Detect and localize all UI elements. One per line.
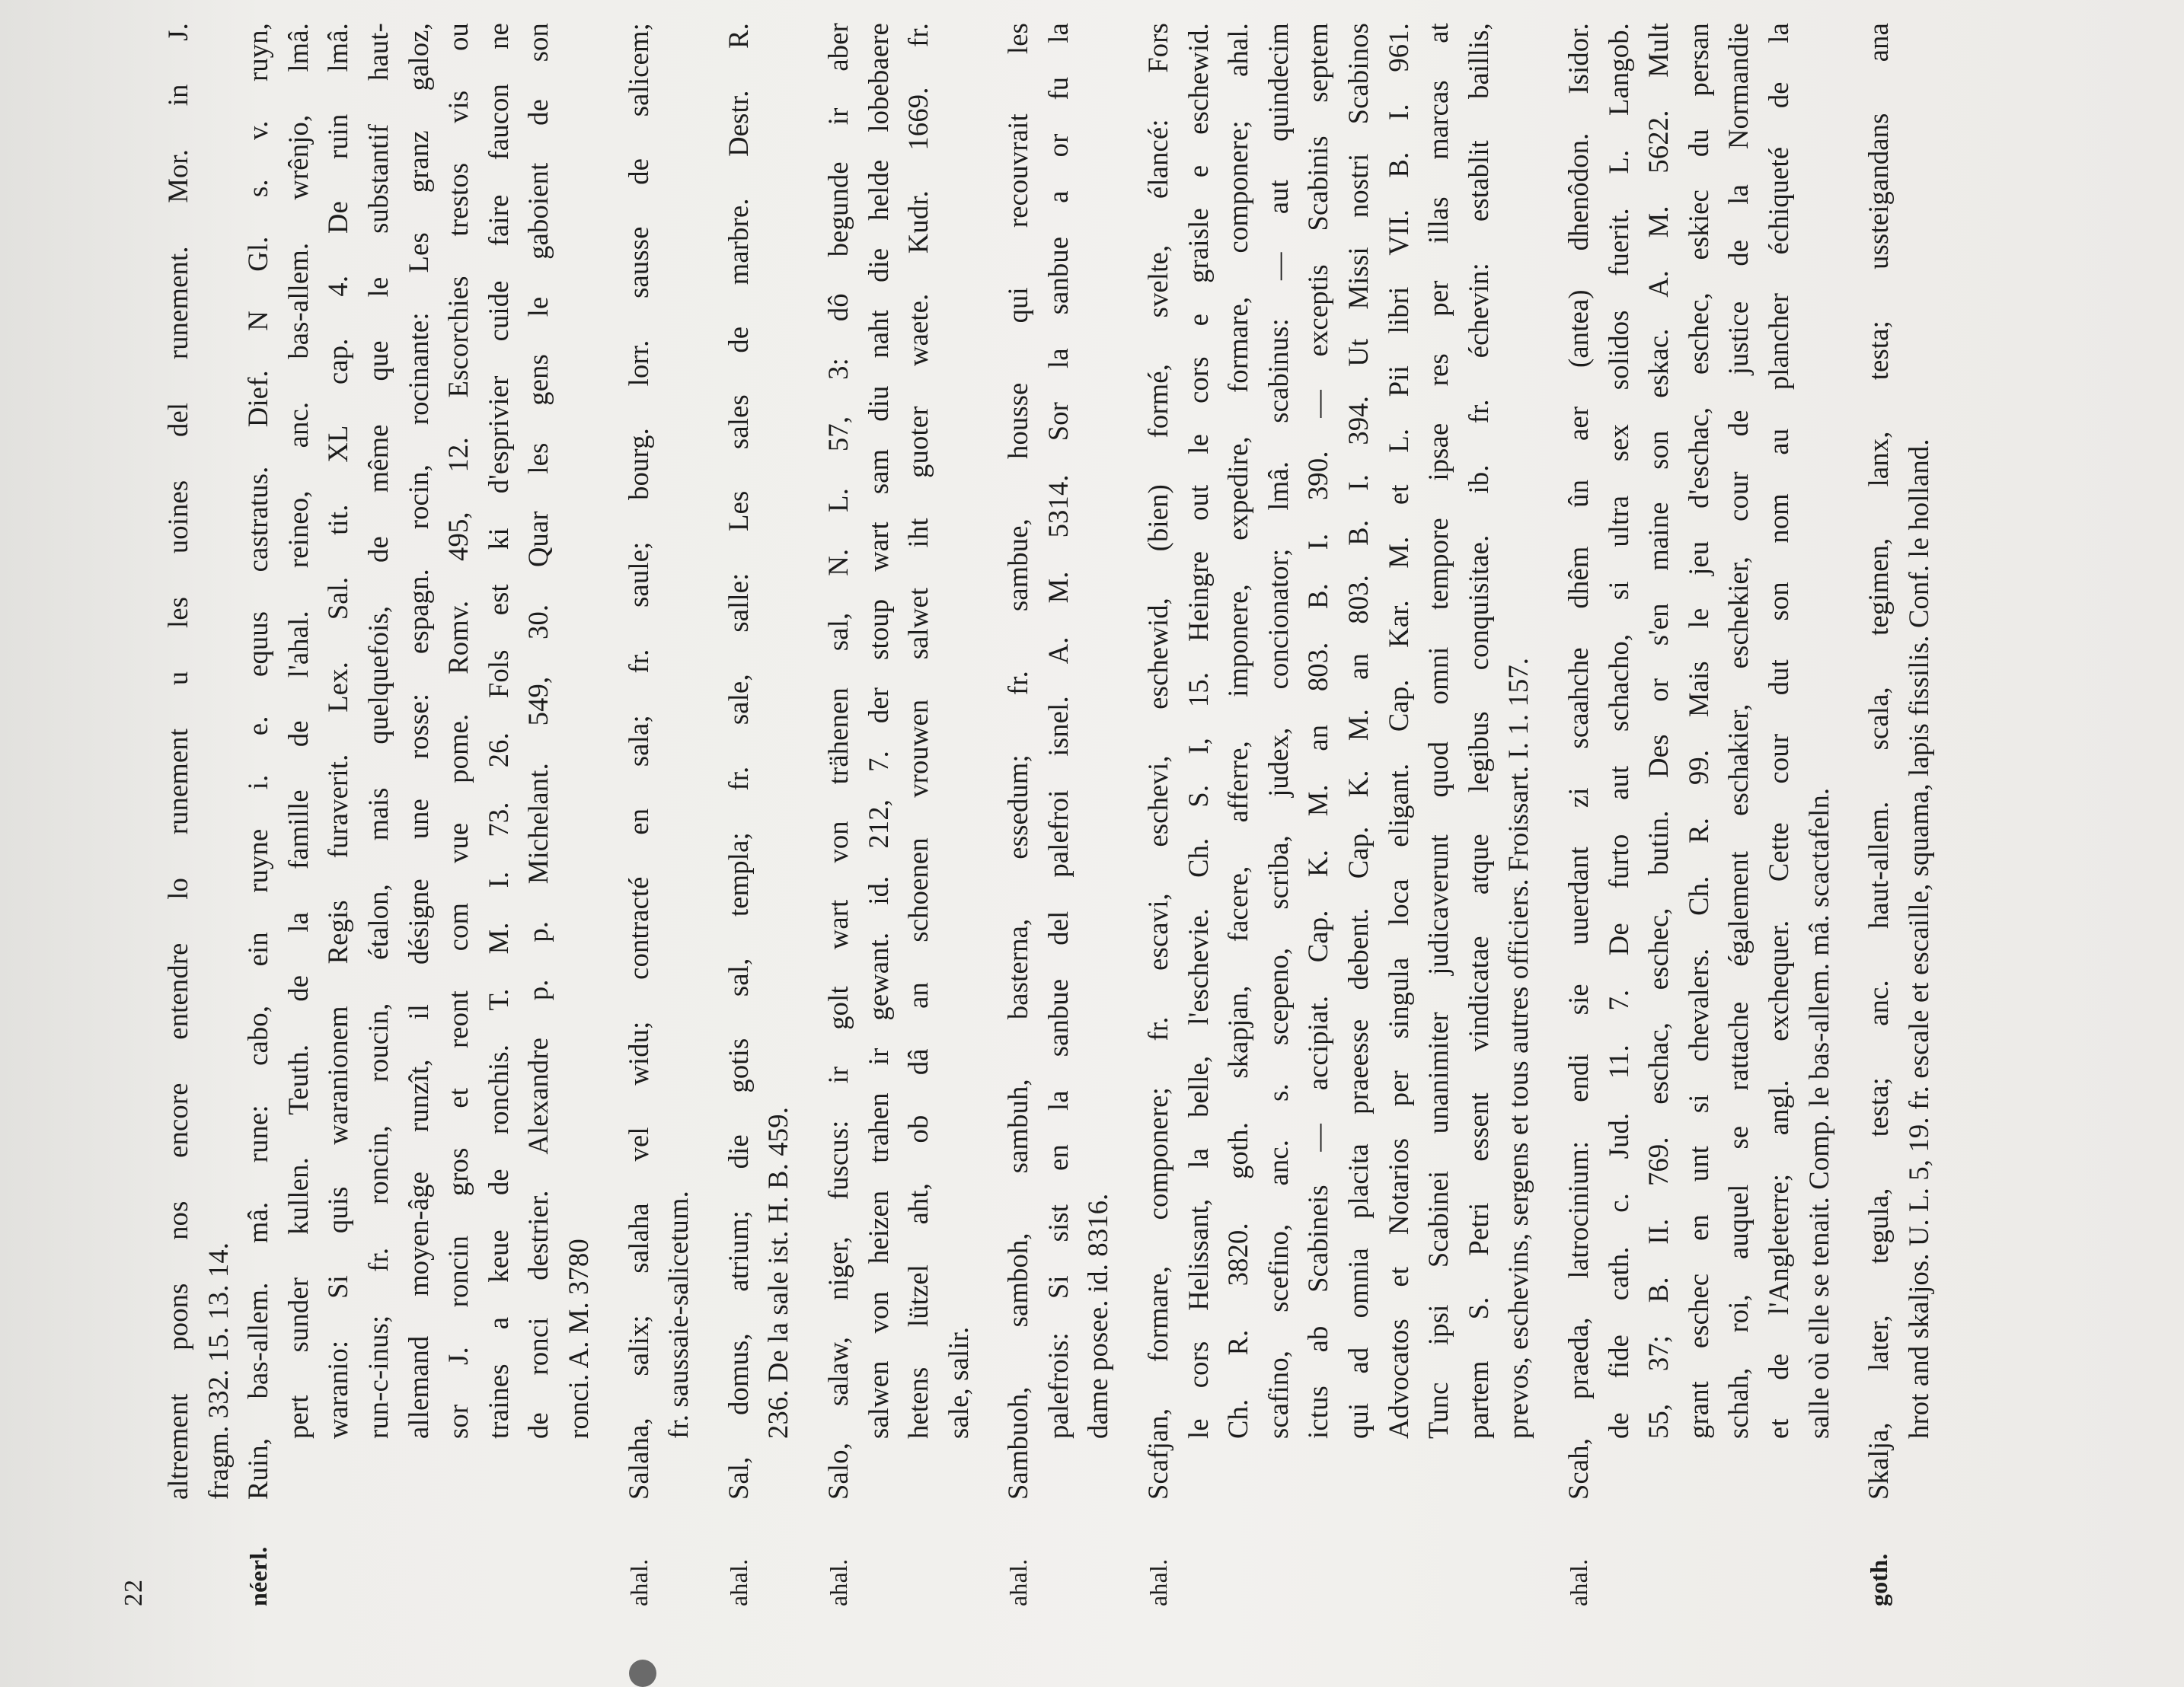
text-line: schah, roi, auquel se rattache également eschakier, eschekier, cour de justice de la Normandie: [1723, 23, 1755, 1439]
text-line: le cors Helissant, la belle, l'eschevie. Ch. S. I, 15. Heingre out le cors e graisle e eschewid.: [1182, 23, 1214, 1439]
text-line: palefrois: Si sist en la sanbue del palefroi isnel. A. M. 5314. Sor la sanbue a or fu la: [1042, 23, 1074, 1439]
language-label: néerl.: [244, 1546, 273, 1606]
text-line: partem S. Petri essent vindicatae atque legibus conquisitae. ib. fr. échevin: establit baillis,: [1462, 23, 1494, 1439]
text-line: ronci. A. M. 3780: [562, 1239, 594, 1439]
glossary-entry: [1859, 23, 1939, 1606]
text-line: grant eschec en unt si chevalers. Ch. R. 99. Mais le jeu d'eschac, eschec, eskiec du persan: [1682, 23, 1714, 1439]
text-line: ictus ab Scabineis — accipiat. Cap. K. M. an 803. B. I. 390. — exceptis Scabinis septem: [1302, 23, 1334, 1439]
text-line: fragm. 332. 15. 13. 14.: [202, 1242, 234, 1500]
glossary-entries: [158, 23, 1939, 1606]
text-line: et de l'Angleterre; angl. exchequer. Cette cour dut son nom au plancher échiqueté de la: [1762, 23, 1794, 1439]
text-line: de ronci destrier. Alexandre p. p. Michelant. 549, 30. Quar les gens le gaboient de son: [522, 23, 554, 1439]
text-line: allemand moyen-âge runzît, il désigne une rosse: espagn. rocin, rocinante: Les granz galoz,: [402, 23, 434, 1439]
glossary-entry: [998, 23, 1119, 1606]
text-line: Advocatos et Notarios per singula loca eligant. Cap. Kar. M. et L. Pii libri VII. B. I. 961.: [1382, 23, 1414, 1439]
text-line: 236. De la sale ist. H. B. 459.: [762, 1106, 794, 1439]
text-line: waranio: Si quis waranionem Regis furaverit. Lex. Sal. tit. XL cap. 4. De ruin lmâ.: [322, 23, 354, 1439]
text-line: salle où elle se tenait. Comp. le bas-allem. mâ. scactafeln.: [1802, 787, 1834, 1439]
glossary-entry: [1559, 23, 1839, 1606]
rotated-page: [114, 23, 1988, 1606]
text-line: fr. saussaie-salicetum.: [663, 1191, 694, 1439]
text-line: hrot and skaljos. U. L. 5, 19. fr. escale et escaille, squama, lapis fissilis. Conf. le holland.: [1902, 438, 1934, 1439]
glossary-entry: [238, 23, 599, 1606]
text-line: dame posee. id. 8316.: [1082, 1193, 1114, 1439]
language-label: goth.: [1865, 1553, 1893, 1606]
language-label: ahal.: [624, 1558, 653, 1606]
text-line: sale, salir.: [942, 1326, 974, 1439]
glossary-entry: [619, 23, 699, 1606]
text-line: salwen von heizen trahen ir gewant. id. 212, 7. der stoup wart sam diu naht die helde lobebaere: [862, 23, 894, 1439]
text-line: run-c-inus; fr. roncin, roucin, étalon, mais quelquefois, de même que le substantif haut-: [362, 23, 394, 1439]
glossary-entry: [819, 23, 979, 1606]
language-label: ahal.: [824, 1558, 852, 1606]
text-line: Sal, domus, atrium; die gotis sal, templa; fr. sale, salle: Les sales de marbre. Destr. R.: [722, 23, 754, 1500]
language-label: ahal.: [724, 1558, 752, 1606]
text-line: sor J. roncin gros et reont com vue pome. Romv. 495, 12. Escorchies trestos vis ou: [442, 23, 474, 1439]
text-line: Salaha, salix; salaha vel widu; contracté en sala; fr. saule; bourg. lorr. sausse de salicem;: [622, 23, 654, 1500]
text-line: de fide cath. c. Jud. 11. 7. De furto aut schacho, si ultra sex solidos fuerit. L. Langob.: [1602, 23, 1634, 1439]
language-label: ahal.: [1004, 1558, 1033, 1606]
language-label: ahal.: [1145, 1558, 1173, 1606]
glossary-entry: [1138, 23, 1539, 1606]
text-line: Ch. R. 3820. goth. skapjan, facere, afferre, imponere, expedire, formare, componere; ahal.: [1222, 23, 1254, 1439]
text-line: scafino, scefino, anc. s. scepeno, scriba, judex, concionator; lmâ. scabinus: — aut quindecim: [1262, 23, 1294, 1439]
text-line: traines a keue de ronchis. T. M. I. 73. 26. Fols est ki d'esprivier cuide faire faucon ne: [482, 23, 514, 1439]
text-line: Sambuoh, samboh, sambuh, basterna, essedum; fr. sambue, housse qui recouvrait les: [1002, 23, 1034, 1500]
text-line: Scafjan, formare, componere; fr. escavi, eschevi, eschewid, (bien) formé, svelte, élancé: Fors: [1142, 23, 1174, 1500]
page-number: 22: [120, 1579, 148, 1606]
scan-blemish: [629, 1660, 656, 1687]
text-line: Scah, praeda, latrocinium: endi sie uuerdant zi scaahche dhêm ûn aer (antea) dhenôdon. Isidor.: [1563, 23, 1594, 1500]
text-line: Tunc ipsi Scabinei unanimiter judicaverunt quod omni tempore ipsae res per illas marcas at: [1422, 23, 1454, 1439]
text-line: Salo, salaw, niger, fuscus: ir golt wart von trähenen sal, N. L. 57, 3: dô begunde ir aber: [822, 23, 854, 1500]
text-line: prevos, eschevins, sergens et tous autres officiers. Froissart. I. 1. 157.: [1502, 657, 1534, 1439]
text-line: qui ad omnia placita praeesse debent. Cap. K. M. an 803. B. I. 394. Ut Missi nostri Scabinos: [1343, 23, 1375, 1439]
text-line: altrement poons nos encore entendre lo runement u les uoines del runement. Mor. in J.: [162, 23, 193, 1500]
text-line: 55, 37; B. II. 769. eschac, eschec, butin. Des or s'en maine son eskac. A. M. 5622. Mult: [1643, 23, 1675, 1439]
glossary-entry: [719, 23, 799, 1606]
language-label: ahal.: [1565, 1558, 1592, 1606]
text-line: Ruin, bas-allem. mâ. rune: cabo, ein ruyne i. e. equus castratus. Dief. N Gl. s. v. ruyn,: [242, 23, 274, 1500]
text-line: pert sunder kullen. Teuth. de la famille de l'ahal. reineo, anc. bas-allem. wrênjo, lmâ.: [282, 23, 314, 1439]
glossary-entry: [158, 23, 238, 1606]
text-line: Skalja, later, tegula, testa; anc. haut-allem. scala, tegimen, lanx, testa; ussteigandans ana: [1863, 23, 1895, 1500]
text-line: hetens lützel aht, ob dâ an schoenen vrouwen salwet iht guoter waete. Kudr. 1669. fr.: [902, 23, 934, 1439]
